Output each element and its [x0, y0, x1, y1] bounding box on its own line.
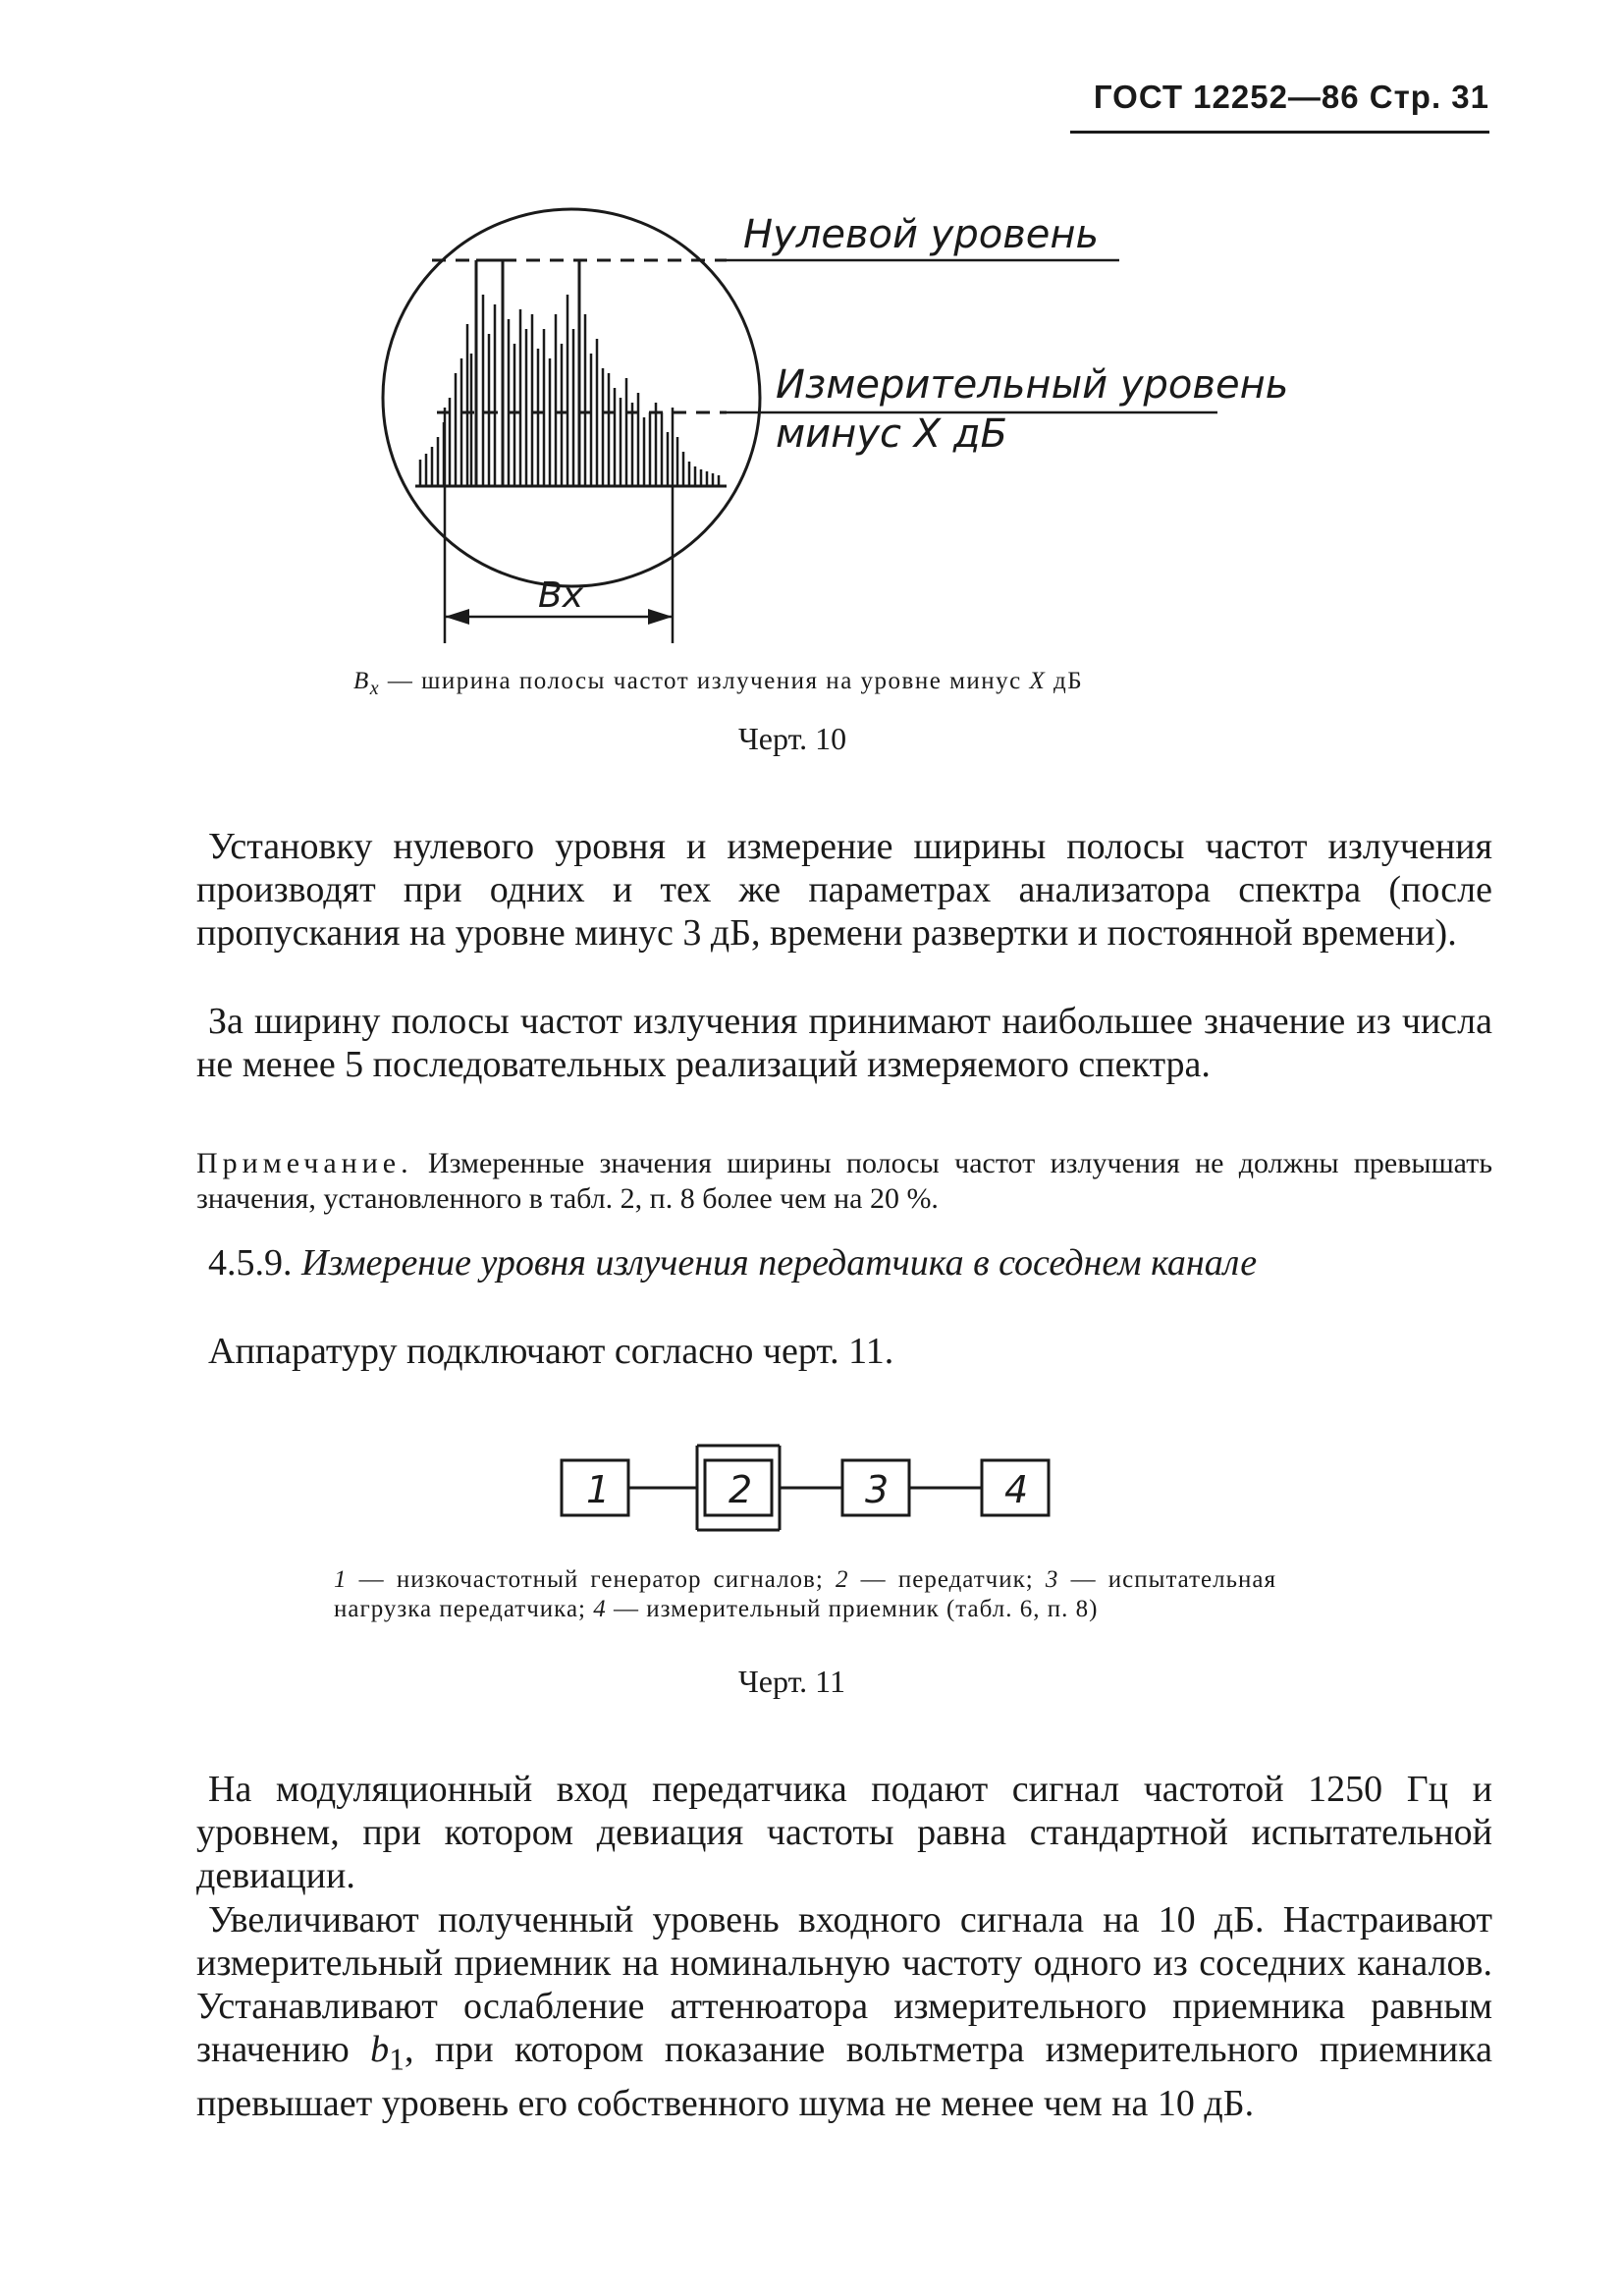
figure-10-caption: $B_x$ — ширина полосы частот излучения на уровне минус X дБ	[353, 668, 1084, 699]
note: Примечание. Измеренные значения ширины полосы частот излучения не должны превышать значения, установленного в табл. 2, п. 8 более чем на 20 %.	[196, 1147, 1492, 1215]
figure-11-title: Черт. 11	[738, 1664, 845, 1699]
page-header: ГОСТ 12252—86 Стр. 31	[1093, 79, 1489, 115]
section-4-5-9-body: Аппаратуру подключают согласно черт. 11.	[208, 1331, 894, 1372]
section-4-5-9-heading: 4.5.9. Измерение уровня излучения передатчика в соседнем канале	[208, 1242, 1258, 1284]
block-2-label: 2	[729, 1468, 753, 1511]
block-1-label: 1	[586, 1468, 611, 1511]
paragraph-3: На модуляционный вход передатчика подают сигнал частотой 1250 Гц и уровнем, при котором девиация частоты равна стандартной испытательной девиации.	[196, 1769, 1492, 1896]
measure-level-label: Измерительный уровень	[776, 362, 1289, 408]
paragraph-4: Увеличивают полученный уровень входного сигнала на 10 дБ. Настраивают измерительный приемник на номинальную частоту одного из соседних каналов. Устанавливают ослабление аттенюатора измерительного приемника равным значению $b_1$, при котором показание вольтметра измерительного приемника превышает уровень его собственного шума не менее чем на 10 дБ.	[196, 1899, 1492, 2124]
block-3-label: 3	[865, 1468, 890, 1511]
figure-11-legend: 1 — низкочастотный генератор сигналов; 2 — передатчик; 3 — испытательная нагрузка передатчика; 4 — измерительный приемник (табл. 6, п. 8)	[334, 1566, 1276, 1622]
paragraph-1: Установку нулевого уровня и измерение ширины полосы частот излучения производят при одних и тех же параметрах анализатора спектра (после пропускания на уровне минус 3 дБ, времени развертки и постоянной времени).	[196, 826, 1492, 954]
figure-10-title: Черт. 10	[738, 721, 847, 756]
bx-label: Вх	[538, 575, 584, 616]
minus-x-db-label: минус X дБ	[776, 411, 1007, 457]
zero-level-label: Нулевой уровень	[743, 212, 1100, 257]
paragraph-2: За ширину полосы частот излучения принимают наибольшее значение из числа не менее 5 последовательных реализаций измеряемого спектра.	[196, 1001, 1492, 1085]
block-4-label: 4	[1004, 1468, 1029, 1511]
